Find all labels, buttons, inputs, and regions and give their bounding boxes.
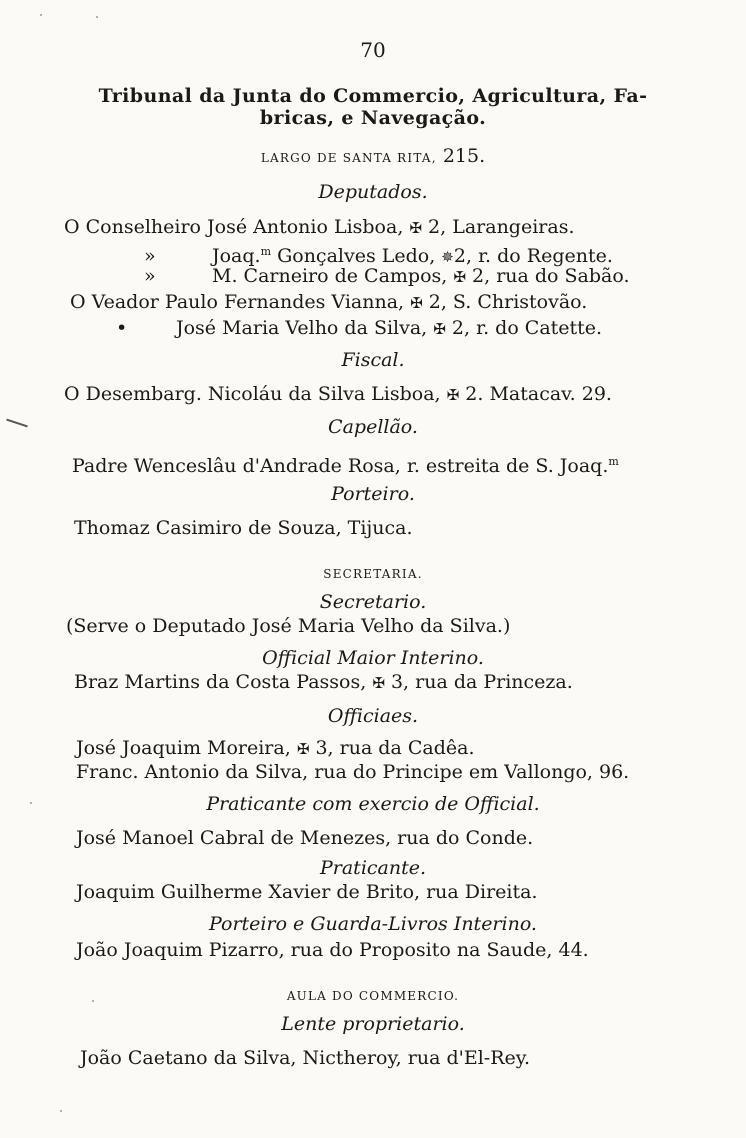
deputy-address: Larangeiras. bbox=[452, 216, 575, 238]
deputy-address: r. do Catette. bbox=[476, 317, 603, 339]
deputy-order: 2, bbox=[428, 216, 447, 238]
official-maior-address: rua da Princeza. bbox=[415, 671, 573, 693]
praticante-name: Joaquim Guilherme Xavier de Brito, rua Direita. bbox=[76, 881, 538, 903]
deputy-ditto: » bbox=[144, 245, 156, 267]
deputy-address: S. Christovão. bbox=[452, 291, 588, 313]
order-star-icon: ✵ bbox=[441, 248, 454, 266]
deputy-name-sup: m bbox=[260, 245, 272, 258]
cross-of-christ-icon: ✠ bbox=[410, 294, 423, 312]
aula-heading: AULA DO COMMERCIO. bbox=[286, 989, 460, 1003]
address-label: LARGO DE SANTA RITA, bbox=[260, 151, 437, 165]
page-title-line2: bricas, e Navegação. bbox=[259, 107, 487, 129]
secretario-text: (Serve o Deputado José Maria Velho da Silva.) bbox=[66, 615, 511, 637]
fiscal-row bbox=[64, 382, 612, 407]
deputy-order: 2, bbox=[453, 245, 473, 267]
secretaria-heading: SECRETARIA. bbox=[323, 567, 423, 581]
official-address: rua da Cadêa. bbox=[339, 737, 475, 759]
deputy-row bbox=[144, 264, 630, 289]
deputy-row bbox=[116, 316, 602, 341]
cross-of-christ-icon: ✠ bbox=[296, 740, 310, 758]
secretario-heading: Secretario. bbox=[319, 591, 427, 613]
fiscal-address: Matacav. 29. bbox=[489, 383, 612, 405]
deputy-name-2: Gonçalves Ledo, bbox=[277, 245, 436, 267]
deputados-heading: Deputados. bbox=[318, 181, 428, 203]
official-row-2: Franc. Antonio da Silva, rua do Principe em Vallongo, 96. bbox=[76, 761, 630, 783]
deputy-bullet: • bbox=[116, 317, 128, 339]
deputy-address: r. do Regente. bbox=[478, 245, 613, 267]
praticante-exercicio-name: José Manoel Cabral de Menezes, rua do Conde. bbox=[76, 827, 534, 849]
page-title-line1: Tribunal da Junta do Commercio, Agricultura, Fa- bbox=[98, 85, 648, 107]
ink-speck bbox=[30, 802, 32, 804]
cross-of-christ-icon: ✠ bbox=[446, 386, 460, 404]
praticante-exercicio-heading: Praticante com exercio de Official. bbox=[206, 793, 540, 815]
deputy-name: José Antonio Lisboa, bbox=[207, 216, 404, 238]
ink-speck bbox=[96, 16, 98, 18]
cross-of-christ-icon: ✠ bbox=[409, 219, 422, 237]
lente-heading: Lente proprietario. bbox=[281, 1013, 465, 1035]
official-name: José Joaquim Moreira, bbox=[76, 737, 291, 759]
deputy-name: Paulo Fernandes Vianna, bbox=[164, 291, 405, 313]
capellao-sup: m bbox=[608, 455, 619, 468]
official-maior-heading: Official Maior Interino. bbox=[262, 647, 484, 669]
cross-of-christ-icon: ✠ bbox=[453, 268, 466, 286]
cross-of-christ-icon: ✠ bbox=[433, 320, 446, 338]
deputy-name: Joaq. bbox=[212, 245, 261, 267]
official-maior-order: 3, bbox=[390, 671, 410, 693]
official-maior-name: Braz Martins da Costa Passos, bbox=[74, 671, 367, 693]
lente-name: João Caetano da Silva, Nictheroy, rua d'El-Rey. bbox=[80, 1047, 530, 1069]
deputy-name: José Maria Velho da Silva, bbox=[176, 317, 428, 339]
porteiro-heading: Porteiro. bbox=[331, 483, 415, 505]
praticante-heading: Praticante. bbox=[319, 857, 427, 879]
fiscal-heading: Fiscal. bbox=[341, 349, 405, 371]
ink-speck bbox=[92, 1000, 94, 1002]
deputy-title: O Veador bbox=[70, 291, 159, 313]
deputy-name: M. Carneiro de Campos, bbox=[212, 265, 448, 287]
official-order: 3, bbox=[315, 737, 334, 759]
fiscal-order: 2. bbox=[465, 383, 484, 405]
fiscal-name: O Desembarg. Nicoláu da Silva Lisboa, bbox=[64, 383, 441, 405]
deputy-address: rua do Sabão. bbox=[496, 265, 630, 287]
deputy-order: 2, bbox=[472, 265, 491, 287]
cross-of-christ-icon: ✠ bbox=[372, 674, 385, 692]
capellao-row bbox=[72, 450, 619, 478]
official-maior-row bbox=[74, 670, 573, 695]
official-row bbox=[76, 736, 474, 761]
deputy-order: 2, bbox=[428, 291, 447, 313]
porteiro-name: Thomaz Casimiro de Souza, Tijuca. bbox=[74, 517, 413, 539]
deputy-title: O Conselheiro bbox=[64, 216, 201, 238]
officiaes-heading: Officiaes. bbox=[327, 705, 419, 727]
deputy-row bbox=[64, 215, 575, 240]
capellao-name: Padre Wenceslâu d'Andrade Rosa, r. estreita de S. Joaq. bbox=[72, 455, 609, 477]
porteiro-guarda-name: João Joaquim Pizarro, rua do Proposito na Saude, 44. bbox=[76, 939, 589, 961]
ink-speck bbox=[60, 1110, 62, 1112]
page-number: 70 bbox=[360, 38, 386, 62]
porteiro-guarda-heading: Porteiro e Guarda-Livros Interino. bbox=[209, 913, 537, 935]
address-line bbox=[0, 144, 746, 170]
address-number: 215. bbox=[442, 145, 486, 167]
ink-speck bbox=[40, 14, 42, 16]
deputy-row bbox=[70, 290, 587, 315]
deputy-ditto: » bbox=[144, 265, 156, 287]
capellao-heading: Capellão. bbox=[328, 416, 418, 438]
deputy-order: 2, bbox=[451, 317, 471, 339]
